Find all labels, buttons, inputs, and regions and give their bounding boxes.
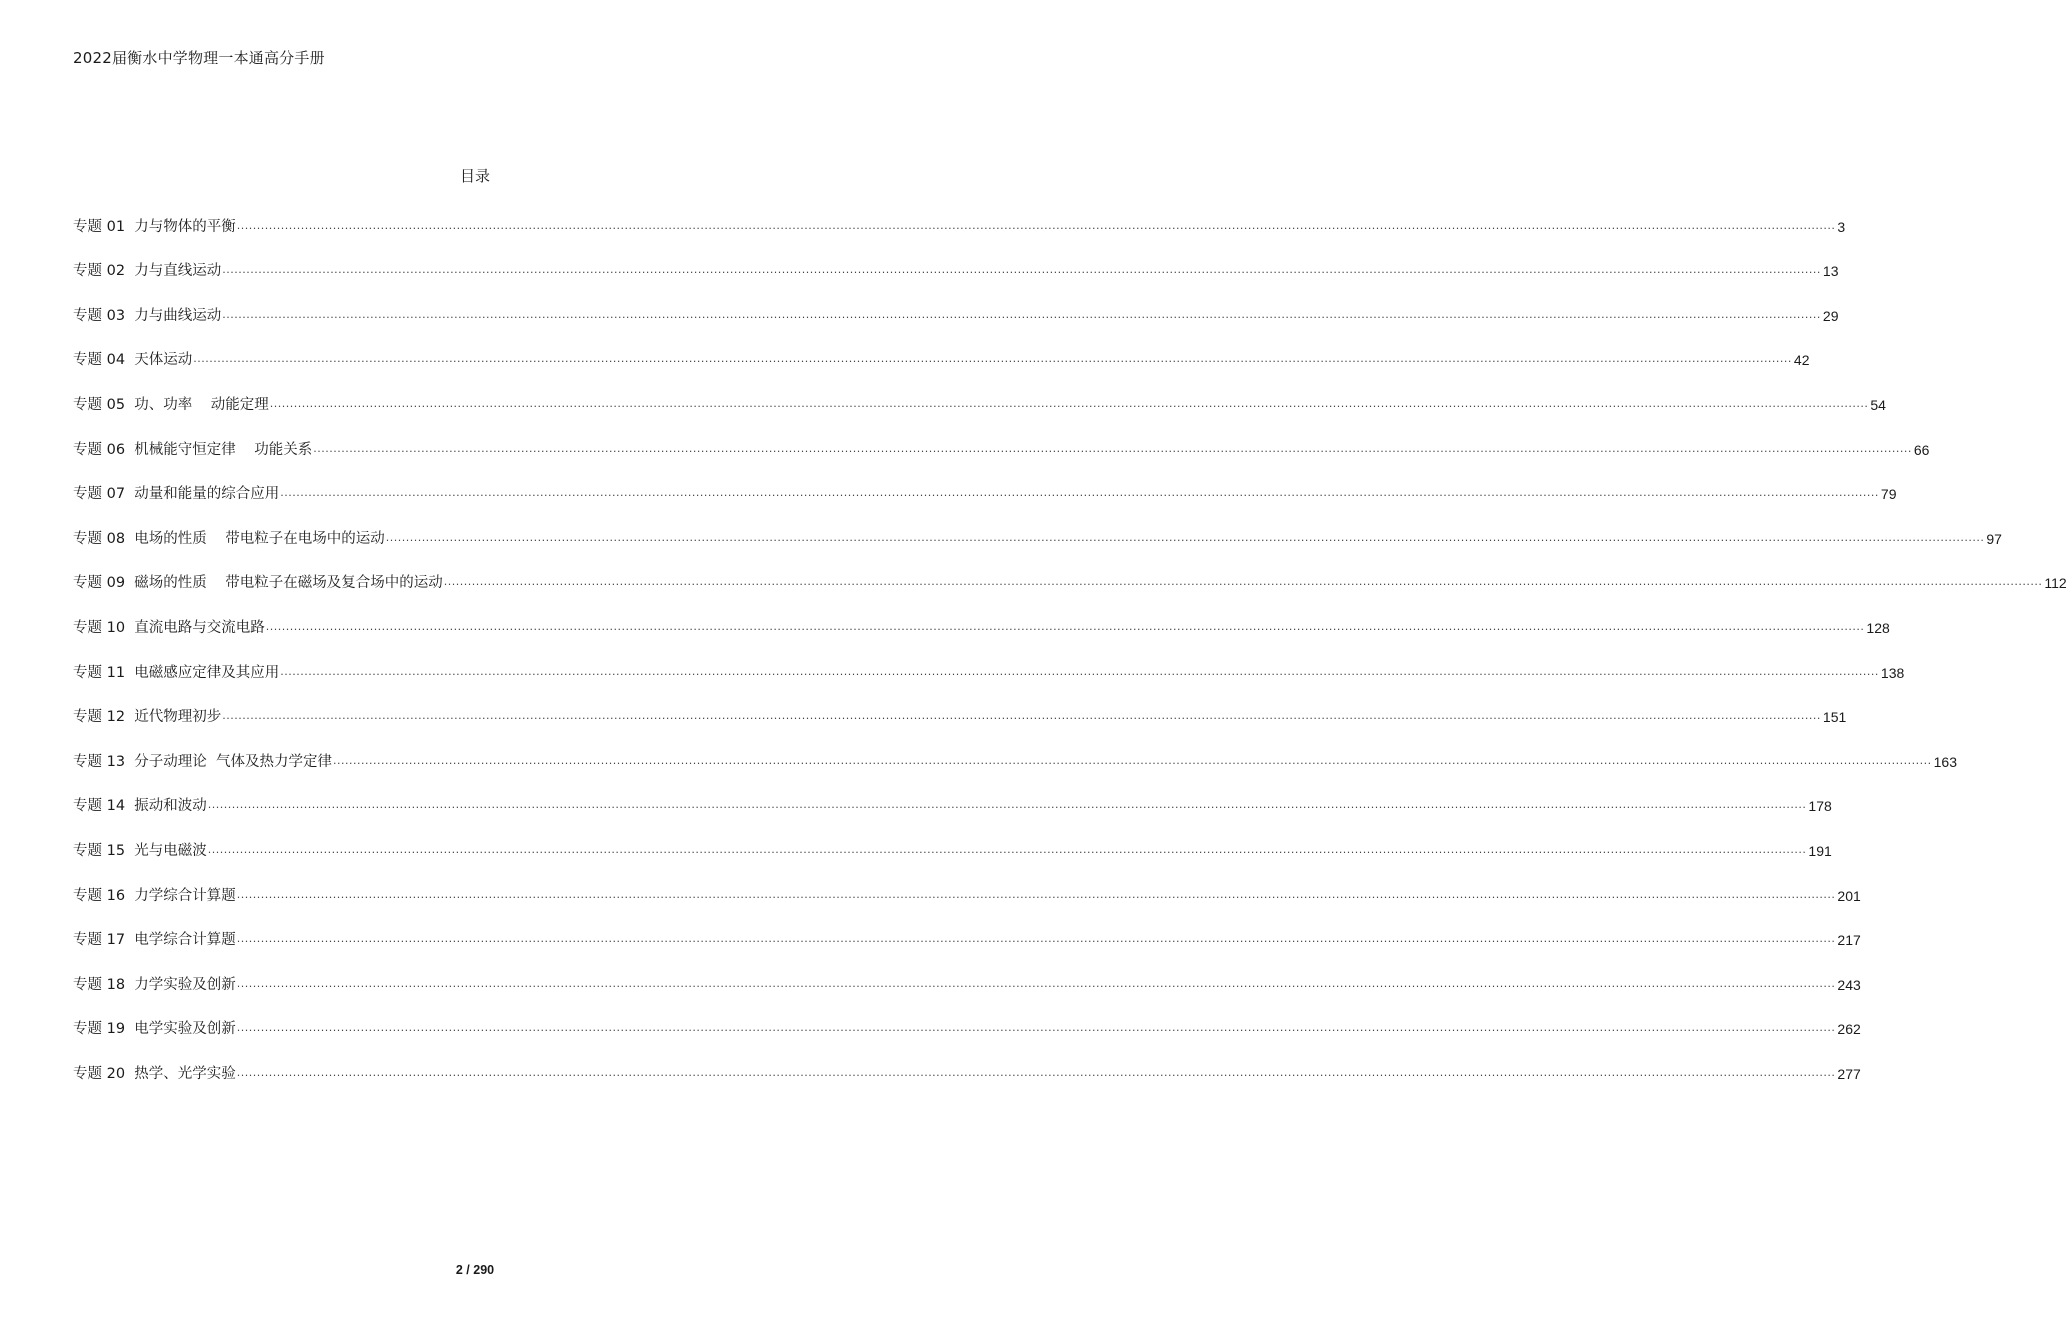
toc-entry-page: 277: [1837, 1065, 1861, 1082]
toc-entry[interactable]: [73, 861, 1861, 906]
toc-entry[interactable]: [73, 504, 2002, 549]
toc-title: 目录: [459, 167, 490, 185]
toc-entry[interactable]: [73, 727, 1957, 772]
toc-entry-label: 专题 16 力学综合计算题: [73, 887, 236, 904]
toc-leader-dots: ................................................................................................................................................................................................................................................................................................................................................................................................................: [236, 1065, 1836, 1079]
toc-leader-dots: ................................................................................................................................................................................................................................................................................................................................................................................................................: [280, 664, 1879, 678]
toc-entry[interactable]: [73, 593, 1890, 638]
toc-entry[interactable]: [73, 192, 1846, 237]
toc-leader-dots: ................................................................................................................................................................................................................................................................................................................................................................................................................: [333, 753, 1932, 767]
toc-leader-dots: ................................................................................................................................................................................................................................................................................................................................................................................................................: [443, 575, 2043, 589]
toc-leader-dots: ................................................................................................................................................................................................................................................................................................................................................................................................................: [269, 396, 1869, 410]
toc-entry-label: 专题 19 电学实验及创新: [73, 1021, 236, 1038]
toc-entry-page: 66: [1913, 441, 1930, 458]
toc-entry-label: 专题 05 功、功率 动能定理: [73, 396, 269, 413]
toc-entry-label: 专题 14 振动和波动: [73, 798, 207, 815]
toc-entry-page: 13: [1822, 263, 1839, 280]
toc-entry[interactable]: [73, 237, 1839, 282]
toc-entry[interactable]: [73, 638, 1905, 683]
toc-leader-dots: ................................................................................................................................................................................................................................................................................................................................................................................................................: [385, 530, 1985, 544]
toc-entry-label: 专题 13 分子动理论 气体及热力学定律: [73, 753, 332, 770]
toc-entry-label: 专题 02 力与直线运动: [73, 263, 222, 280]
toc-entry[interactable]: [73, 415, 1930, 460]
toc-entry-page: 243: [1837, 976, 1861, 993]
toc-entry[interactable]: [73, 370, 1886, 415]
toc-entry-label: 专题 12 近代物理初步: [73, 709, 222, 726]
toc-entry[interactable]: [73, 683, 1847, 728]
toc-entry-label: 专题 06 机械能守恒定律 功能关系: [73, 441, 313, 458]
toc-leader-dots: ................................................................................................................................................................................................................................................................................................................................................................................................................: [207, 842, 1807, 856]
toc-entry[interactable]: [73, 772, 1832, 817]
toc-entry-label: 专题 03 力与曲线运动: [73, 307, 222, 324]
toc-entry-label: 专题 04 天体运动: [73, 352, 193, 369]
toc-entry-label: 专题 18 力学实验及创新: [73, 976, 236, 993]
toc-entry[interactable]: [73, 995, 1861, 1040]
toc-entry-page: 163: [1933, 753, 1957, 770]
toc-leader-dots: ................................................................................................................................................................................................................................................................................................................................................................................................................: [207, 798, 1807, 812]
toc-leader-dots: ................................................................................................................................................................................................................................................................................................................................................................................................................: [236, 1021, 1836, 1035]
document-header: 2022届衡水中学物理一本通高分手册: [73, 49, 325, 67]
toc-entry-label: 专题 17 电学综合计算题: [73, 932, 236, 949]
toc-entry-page: 178: [1808, 798, 1832, 815]
toc-leader-dots: ................................................................................................................................................................................................................................................................................................................................................................................................................: [222, 263, 1821, 277]
toc-entry[interactable]: [73, 326, 1810, 371]
toc-entry-label: 专题 08 电场的性质 带电粒子在电场中的运动: [73, 530, 385, 547]
toc-leader-dots: ................................................................................................................................................................................................................................................................................................................................................................................................................: [222, 709, 1821, 723]
toc-entry[interactable]: [73, 549, 2067, 594]
toc-entry-page: 79: [1880, 486, 1897, 503]
table-of-contents: [73, 192, 2067, 1084]
toc-entry[interactable]: [73, 950, 1861, 995]
toc-leader-dots: ................................................................................................................................................................................................................................................................................................................................................................................................................: [313, 441, 1912, 455]
toc-entry-page: 54: [1870, 396, 1886, 413]
toc-entry[interactable]: [73, 281, 1839, 326]
toc-entry-page: 29: [1822, 307, 1839, 324]
toc-leader-dots: ................................................................................................................................................................................................................................................................................................................................................................................................................: [222, 307, 1821, 321]
toc-entry-label: 专题 07 动量和能量的综合应用: [73, 486, 280, 503]
toc-entry-label: 专题 10 直流电路与交流电路: [73, 619, 265, 636]
toc-leader-dots: ................................................................................................................................................................................................................................................................................................................................................................................................................: [265, 619, 1865, 633]
toc-entry-page: 42: [1793, 352, 1810, 369]
toc-leader-dots: ................................................................................................................................................................................................................................................................................................................................................................................................................: [236, 932, 1836, 946]
toc-entry-page: 128: [1866, 619, 1890, 636]
toc-leader-dots: ................................................................................................................................................................................................................................................................................................................................................................................................................: [236, 976, 1836, 990]
toc-entry-label: 专题 15 光与电磁波: [73, 842, 207, 859]
toc-entry-label: 专题 20 热学、光学实验: [73, 1065, 236, 1082]
toc-entry-page: 112: [2044, 575, 2067, 592]
toc-leader-dots: ................................................................................................................................................................................................................................................................................................................................................................................................................: [236, 218, 1836, 232]
toc-entry-page: 151: [1822, 709, 1847, 726]
toc-entry-label: 专题 09 磁场的性质 带电粒子在磁场及复合场中的运动: [73, 575, 443, 592]
toc-leader-dots: ................................................................................................................................................................................................................................................................................................................................................................................................................: [193, 352, 1792, 366]
toc-entry-page: 97: [1986, 530, 2002, 547]
toc-entry-page: 201: [1837, 887, 1861, 904]
toc-leader-dots: ................................................................................................................................................................................................................................................................................................................................................................................................................: [236, 887, 1836, 901]
toc-entry[interactable]: [73, 816, 1832, 861]
toc-entry-page: 191: [1808, 842, 1832, 859]
toc-entry[interactable]: [73, 906, 1861, 951]
toc-entry-page: 262: [1837, 1021, 1861, 1038]
page-indicator: 2 / 290: [455, 1263, 495, 1277]
toc-entry-page: 217: [1837, 932, 1861, 949]
toc-leader-dots: ................................................................................................................................................................................................................................................................................................................................................................................................................: [280, 486, 1879, 500]
toc-entry-label: 专题 11 电磁感应定律及其应用: [73, 664, 280, 681]
toc-entry-page: 138: [1880, 664, 1905, 681]
toc-entry[interactable]: [73, 1039, 1861, 1084]
toc-entry-label: 专题 01 力与物体的平衡: [73, 218, 236, 235]
toc-entry-page: 3: [1837, 218, 1846, 235]
toc-entry[interactable]: [73, 460, 1897, 505]
